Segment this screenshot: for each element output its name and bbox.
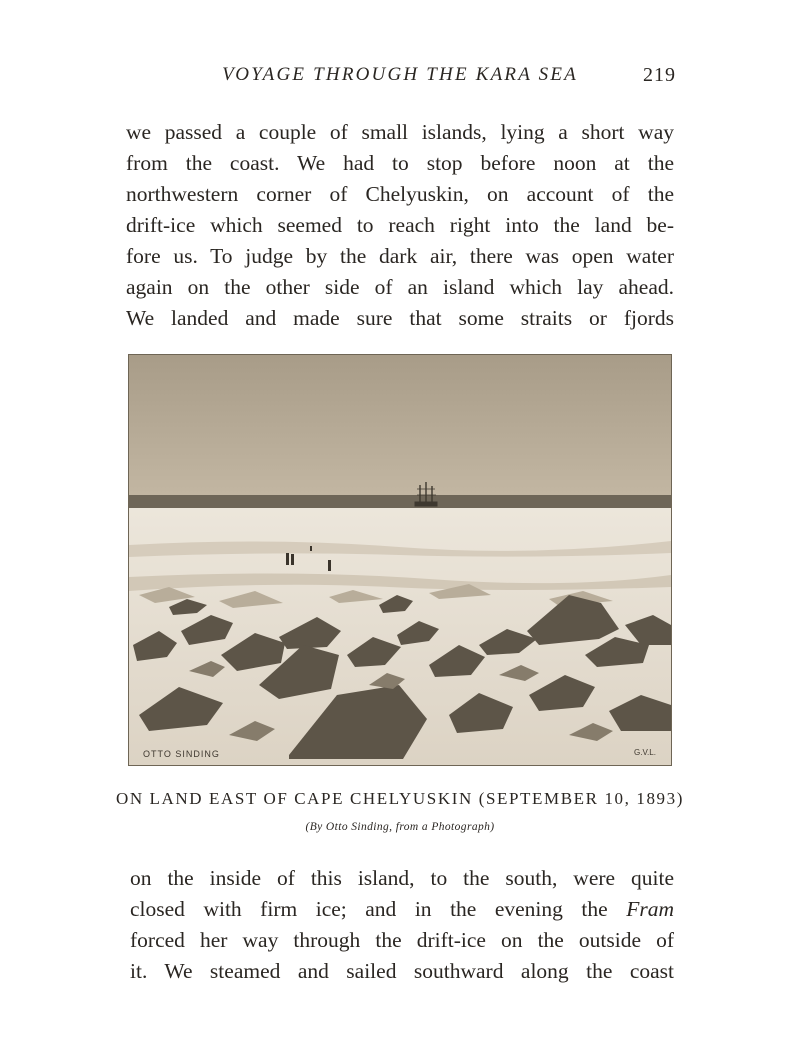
text-line: We landed and made sure that some straits or fjords — [126, 306, 674, 330]
text-line: we passed a couple of small islands, lying a short way — [126, 120, 674, 144]
sky — [129, 355, 671, 500]
body-text-bottom — [130, 863, 674, 987]
figure-credit: (By Otto Sinding, from a Photograph) — [305, 821, 495, 833]
text-segment: closed with firm ice; and in the evening the — [130, 897, 627, 921]
artist-signature: OTTO SINDING — [143, 749, 220, 759]
text-line: again on the other side of an island which lay ahead. — [126, 275, 674, 299]
text-line: on the inside of this island, to the south, were quite — [130, 866, 674, 890]
illustration-artwork — [129, 355, 671, 765]
figure-caption: ON LAND EAST OF CAPE CHELYUSKIN (SEPTEMBER 10, 1893) — [115, 789, 685, 808]
text-line: it. We steamed and sailed southward along the coast — [130, 959, 674, 983]
text-line: northwestern corner of Chelyuskin, on account of the — [126, 182, 674, 206]
text-line: drift-ice which seemed to reach right into the land be- — [126, 213, 674, 237]
ship-name: Fram — [626, 897, 674, 921]
running-title: VOYAGE THROUGH THE KARA SEA — [222, 64, 578, 85]
text-line — [130, 894, 674, 925]
page-number: 219 — [643, 64, 676, 86]
text-line: from the coast. We had to stop before noon at the — [126, 151, 674, 175]
body-text-top — [126, 117, 674, 334]
engraver-mark: G.V.L. — [634, 748, 656, 757]
illustration-plate — [128, 354, 672, 766]
text-line: fore us. To judge by the dark air, there was open water — [126, 244, 674, 268]
text-line: forced her way through the drift-ice on the outside of — [130, 928, 674, 952]
